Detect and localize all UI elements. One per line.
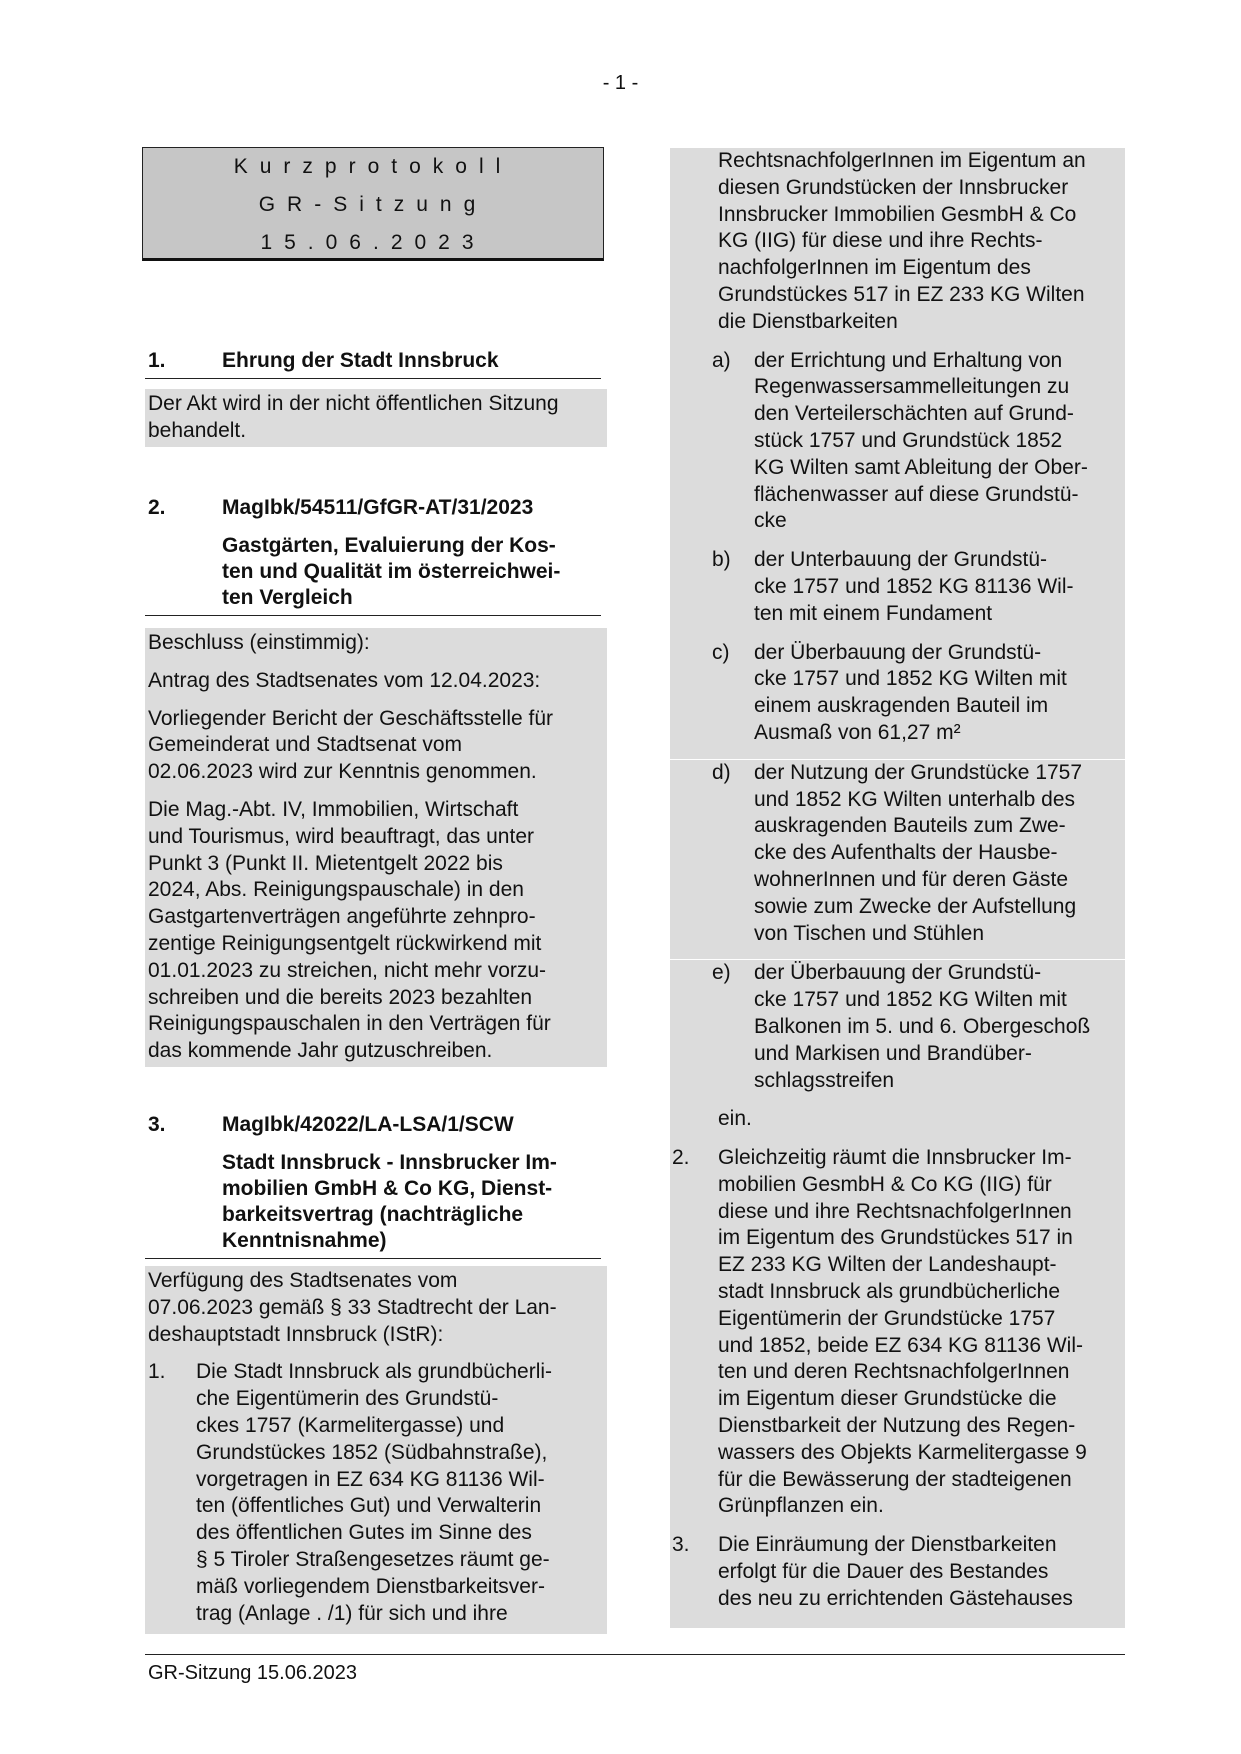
item-title: Gastgärten, Evaluierung der Kos- ten und Qualität im österreichwei- ten Vergleich	[222, 534, 561, 609]
paragraph: Verfügung des Stadtsenates vom 07.06.2023 gemäß § 33 Stadtrecht der Lan- deshauptstadt Innsbruck (IStR):	[148, 1269, 557, 1346]
footer-divider	[145, 1654, 1125, 1655]
item-number: 3.	[148, 1113, 166, 1136]
paragraph: ein.	[718, 1107, 752, 1131]
list-item	[670, 759, 1125, 948]
list-label: 3.	[672, 1533, 690, 1557]
paragraph: Antrag des Stadtsenates vom 12.04.2023:	[148, 668, 541, 692]
item-title: Ehrung der Stadt Innsbruck	[222, 349, 499, 372]
list-text: der Überbauung der Grundstü- cke 1757 und 1852 KG Wilten mit Balkonen im 5. und 6. Obergeschoß und Markisen und Brandüber- schlagsstreifen	[754, 961, 1091, 1092]
list-item	[670, 1145, 1125, 1520]
list-label: 1.	[148, 1360, 166, 1384]
item-body	[145, 1266, 607, 1634]
list-item	[670, 1532, 1125, 1612]
item-number: 2.	[148, 496, 166, 519]
item-reference: MagIbk/54511/GfGR-AT/31/2023	[222, 496, 534, 519]
footer-text: GR-Sitzung 15.06.2023	[148, 1662, 358, 1684]
list-text: Die Stadt Innsbruck als grundbücherli- che Eigentümerin des Grundstü- ckes 1757 (Karmelitergasse) und Grundstückes 1852 (Südbahnstraße), vorgetragen in EZ 634 KG 81136 Wil- ten (öffentliches Gut) und Verwalterin des öffentlichen Gutes im Sinne des § 5 Tiroler Straßengesetzes räumt ge- mäß vorliegendem Dienstbarkeitsver- trag (Anlage . /1) für sich und ihre	[196, 1360, 553, 1625]
divider	[145, 615, 601, 616]
list-label: c)	[712, 640, 730, 664]
item-title: Stadt Innsbruck - Innsbrucker Im- mobilien GmbH & Co KG, Dienst- barkeitsvertrag (nachträgliche Kenntnisnahme)	[222, 1151, 557, 1252]
list-text: Gleichzeitig räumt die Innsbrucker Im- mobilien GesmbH & Co KG (IIG) für diese und ihre RechtsnachfolgerInnen im Eigentum des Grundstückes 517 in EZ 233 KG Wilten der Landeshaupt- stadt Innsbruck als grundbücherliche Eigentümerin der Grundstücke 1757 und 1852, beide EZ 634 KG 81136 Wil- ten und deren RechtsnachfolgerInnen im Eigentum dieser Grundstücke die Dienstbarkeit der Nutzung des Regen- wassers des Objekts Karmelitergasse 9 für die Bewässerung der stadteigenen Grünpflanzen ein.	[718, 1146, 1087, 1518]
paragraph: Vorliegender Bericht der Geschäftsstelle für Gemeinderat und Stadtsenat vom 02.06.2023 wird zur Kenntnis genommen.	[148, 706, 554, 784]
item-number: 1.	[148, 349, 166, 372]
list-text: der Errichtung und Erhaltung von Regenwassersammelleitungen zu den Verteilerschächten auf Grund- stück 1757 und Grundstück 1852 KG Wilten samt Ableitung der Ober- flächenwasser auf diese Grundstü- cke	[754, 348, 1088, 533]
divider	[145, 378, 601, 379]
list-item	[670, 640, 1125, 747]
list-item	[670, 959, 1125, 1094]
item-body	[145, 628, 607, 1067]
item-body	[145, 389, 607, 447]
list-text: der Überbauung der Grundstü- cke 1757 und 1852 KG Wilten mit einem auskragenden Bauteil im Ausmaß von 61,27 m²	[754, 640, 1067, 744]
list-label: 2.	[672, 1146, 690, 1170]
paragraph: Die Mag.-Abt. IV, Immobilien, Wirtschaft und Tourismus, wird beauftragt, das unter Punkt 3 (Punkt II. Mietentgelt 2022 bis 2024, Abs. Reinigungspauschale) in den Gastgartenverträgen angeführte zehnpro- zentige Reinigungsentgelt rückwirkend mit 01.01.2023 zu streichen, nicht mehr vorzu- schreiben und die bereits 2023 bezahlten Reinigungspauschalen in den Verträgen für das kommende Jahr gutzuschreiben.	[148, 797, 551, 1063]
page-number: - 1 -	[602, 72, 639, 94]
divider	[145, 1258, 601, 1259]
list-text: Die Einräumung der Dienstbarkeiten erfolgt für die Dauer des Bestandes des neu zu errichtenden Gästehauses	[718, 1533, 1073, 1610]
title-box	[142, 147, 604, 261]
right-column	[670, 148, 1125, 1628]
list-item	[148, 1359, 604, 1627]
list-label: a)	[712, 348, 731, 372]
item-reference: MagIbk/42022/LA-LSA/1/SCW	[222, 1113, 514, 1136]
list-label: b)	[712, 548, 731, 572]
title-line: Kurzprotokoll	[233, 155, 513, 178]
paragraph: RechtsnachfolgerInnen im Eigentum an diesen Grundstücken der Innsbrucker Innsbrucker Immobilien GesmbH & Co KG (IIG) für diese und ihre Rechts- nachfolgerInnen im Eigentum des Grundstückes 517 in EZ 233 KG Wilten die Dienstbarkeiten	[718, 149, 1086, 333]
paragraph: Beschluss (einstimmig):	[148, 631, 370, 654]
list-label: d)	[712, 760, 731, 784]
list-item	[670, 547, 1125, 627]
list-text: der Unterbauung der Grundstü- cke 1757 und 1852 KG 81136 Wil- ten mit einem Fundament	[754, 548, 1074, 625]
paragraph: Der Akt wird in der nicht öffentlichen Sitzung behandelt.	[148, 392, 559, 442]
title-date: 15.06.2023	[260, 231, 486, 254]
list-item	[670, 348, 1125, 536]
title-line: GR-Sitzung	[258, 193, 488, 216]
list-label: e)	[712, 961, 731, 985]
list-text: der Nutzung der Grundstücke 1757 und 1852 KG Wilten unterhalb des auskragenden Bauteils zum Zwe- cke des Aufenthalts der Hausbe- wohnerInnen und für deren Gäste sowie zum Zwecke der Aufstellung von Tischen und Stühlen	[754, 760, 1083, 945]
